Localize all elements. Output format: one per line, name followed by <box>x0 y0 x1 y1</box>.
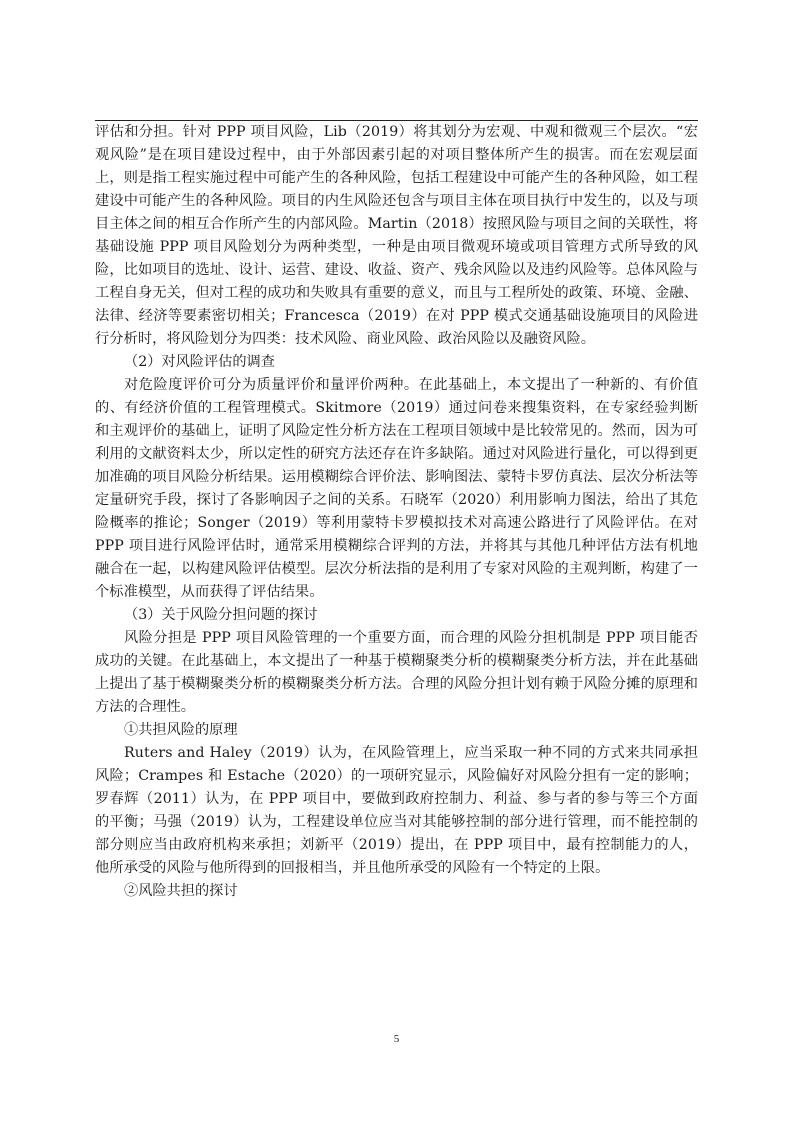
paragraph-risk-sharing: 风险分担是 PPP 项目风险管理的一个重要方面，而合理的风险分担机制是 PPP 项目能否成功的关键。在此基础上，本文提出了一种基于模糊聚类分析的模糊聚类分析方法，并在此基础上提出了基于模糊聚类分析的模糊聚类分析方法。合理的风险分担计划有赖于风险分摊的原理和方法的合理性。 <box>95 630 698 715</box>
page-number: 5 <box>393 1033 400 1045</box>
heading-sharing-principle: ①共担风险的原理 <box>124 722 238 738</box>
heading-sharing-discussion: ②风险共担的探讨 <box>124 883 238 899</box>
heading-risk-sharing: （3）关于风险分担问题的探讨 <box>124 607 318 623</box>
paragraph-risk-classification: 评估和分担。针对 PPP 项目风险，Lib（2019）将其划分为宏观、中观和微观三个层次。“宏观风险”是在项目建设过程中，由于外部因素引起的对项目整体所产生的损害。而在宏观层面上，则是指工程实施过程中可能产生的各种风险，包括工程建设中可能产生的各种风险，如工程建设中可能产生的各种风险。项目的内生风险还包含与项目主体在项目执行中发生的，以及与项目主体之间的相互合作所产生的内部风险。Martin（2018）按照风险与项目之间的关联性，将基础设施 PPP 项目风险划分为两种类型，一种是由项目微观环境或项目管理方式所导致的风险，比如项目的选址、设计、运营、建设、收益、资产、残余风险以及违约风险等。总体风险与工程自身无关，但对工程的成功和失败具有重要的意义，而且与工程所处的政策、环境、金融、法律、经济等要素密切相关；Francesca（2019）在对 PPP 模式交通基础设施项目的风险进行分析时，将风险划分为四类：技术风险、商业风险、政治风险以及融资风险。 <box>95 124 698 347</box>
heading-risk-assessment: （2）对风险评估的调查 <box>124 354 275 370</box>
paragraph-risk-assessment: 对危险度评价可分为质量评价和量评价两种。在此基础上，本文提出了一种新的、有价值的、有经济价值的工程管理模式。Skitmore（2019）通过问卷来搜集资料，在专家经验判断和主观评价的基础上，证明了风险定性分析方法在工程项目领域中是比较常见的。然而，因为可利用的文献资料太少，所以定性的研究方法还存在许多缺陷。通过对风险进行量化，可以得到更加准确的项目风险分析结果。运用模糊综合评价法、影响图法、蒙特卡罗仿真法、层次分析法等定量研究手段，探讨了各影响因子之间的关系。石晓军（2020）利用影响力图法，给出了其危险概率的推论；Songer（2019）等利用蒙特卡罗模拟技术对高速公路进行了风险评估。在对 PPP 项目进行风险评估时，通常采用模糊综合评判的方法，并将其与其他几种评估方法有机地融合在一起，以构建风险评估模型。层次分析法指的是利用了专家对风险的主观判断，构建了一个标准模型，从而获得了评估结果。 <box>95 377 698 600</box>
body-text <box>95 121 698 903</box>
paragraph-sharing-principle: Ruters and Haley（2019）认为，在风险管理上，应当采取一种不同的方式来共同承担风险；Crampes 和 Estache（2020）的一项研究显示，风险偏好对风险分担有一定的影响；罗春辉（2011）认为，在 PPP 项目中，要做到政府控制力、利益、参与者的参与等三个方面的平衡；马强（2019）认为，工程建设单位应当对其能够控制的部分进行管理，而不能控制的部分则应当由政府机构来承担；刘新平（2019）提出，在 PPP 项目中，最有控制能力的人，他所承受的风险与他所得到的回报相当，并且他所承受的风险有一个特定的上限。 <box>95 745 698 876</box>
